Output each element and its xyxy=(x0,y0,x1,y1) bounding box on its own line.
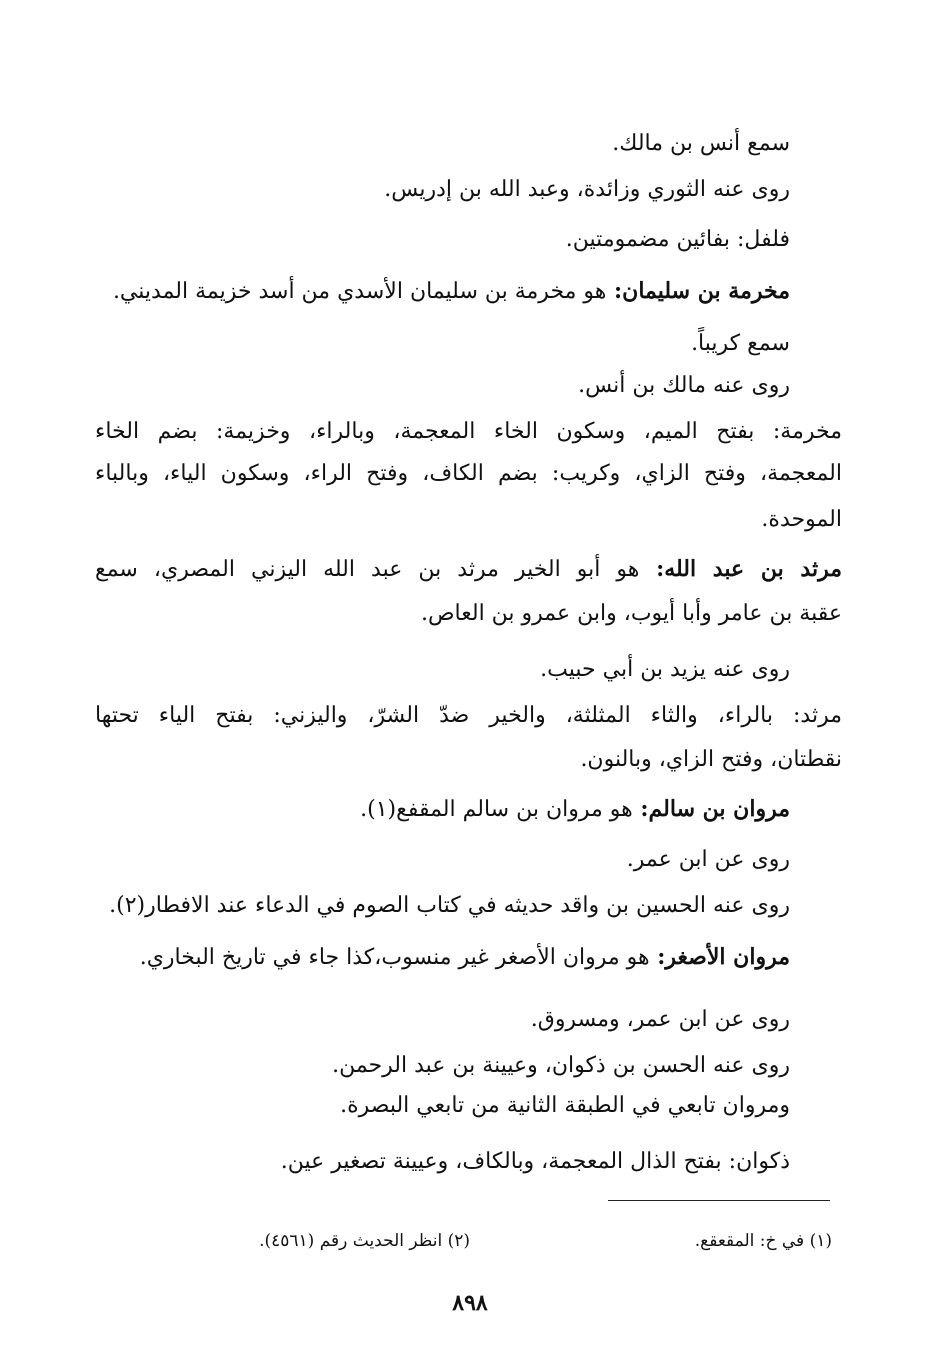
entry-heading-line: مروان بن سالم: هو مروان بن سالم المقفع(١). xyxy=(360,796,790,822)
text-line: روى عنه الحسن بن ذكوان، وعيينة بن عبد الرحمن. xyxy=(332,1053,790,1078)
footnote-2: (٢) انظر الحديث رقم (٤٥٦١). xyxy=(259,1231,470,1251)
text-line: روى عنه الثوري وزائدة، وعبد الله بن إدريس. xyxy=(384,177,790,202)
text-line: مخرمة: بفتح الميم، وسكون الخاء المعجمة، وبالراء، وخزيمة: بضم الخاء xyxy=(95,419,842,444)
entry-heading-line: مرثد بن عبد الله: هو أبو الخير مرثد بن عبد الله اليزني المصري، سمع xyxy=(95,556,842,582)
footnote-1: (١) في خ: المقعقع. xyxy=(694,1231,832,1251)
text-line: روى عنه يزيد بن أبي حبيب. xyxy=(540,657,790,682)
entry-heading-line: مخرمة بن سليمان: هو مخرمة بن سليمان الأسدي من أسد خزيمة المديني. xyxy=(112,278,790,304)
text-line: فلفل: بفائين مضمومتين. xyxy=(565,227,790,252)
text-line: نقطتان، وفتح الزاي، وبالنون. xyxy=(580,747,842,772)
text-line: روى عنه مالك بن أنس. xyxy=(578,373,790,398)
footnote-separator xyxy=(608,1200,830,1201)
text-line: ومروان تابعي في الطبقة الثانية من تابعي البصرة. xyxy=(340,1093,790,1118)
text-line: سمع أنس بن مالك. xyxy=(612,131,790,156)
page-number: ٨٩٨ xyxy=(452,1290,488,1316)
text-line: روى عن ابن عمر. xyxy=(626,847,790,872)
text-line: ذكوان: بفتح الذال المعجمة، وبالكاف، وعيينة تصغير عين. xyxy=(280,1149,790,1174)
text-line: مرثد: بالراء، والثاء المثلثة، والخير ضدّ الشرّ، واليزني: بفتح الياء تحتها xyxy=(95,703,842,728)
text-line: المعجمة، وفتح الزاي، وكريب: بضم الكاف، وفتح الراء، وسكون الياء، وبالباء xyxy=(95,461,842,486)
text-line: سمع كريباً. xyxy=(691,331,790,356)
entry-heading-line: مروان الأصغر: هو مروان الأصغر غير منسوب،كذا جاء في تاريخ البخاري. xyxy=(139,944,790,970)
text-line: روى عن ابن عمر، ومسروق. xyxy=(530,1007,790,1032)
text-line: الموحدة. xyxy=(761,507,842,532)
text-line: عقبة بن عامر وأبا أيوب، وابن عمرو بن العاص. xyxy=(420,601,842,626)
text-line: روى عنه الحسين بن واقد حديثه في كتاب الصوم في الدعاء عند الافطار(٢). xyxy=(109,893,790,918)
